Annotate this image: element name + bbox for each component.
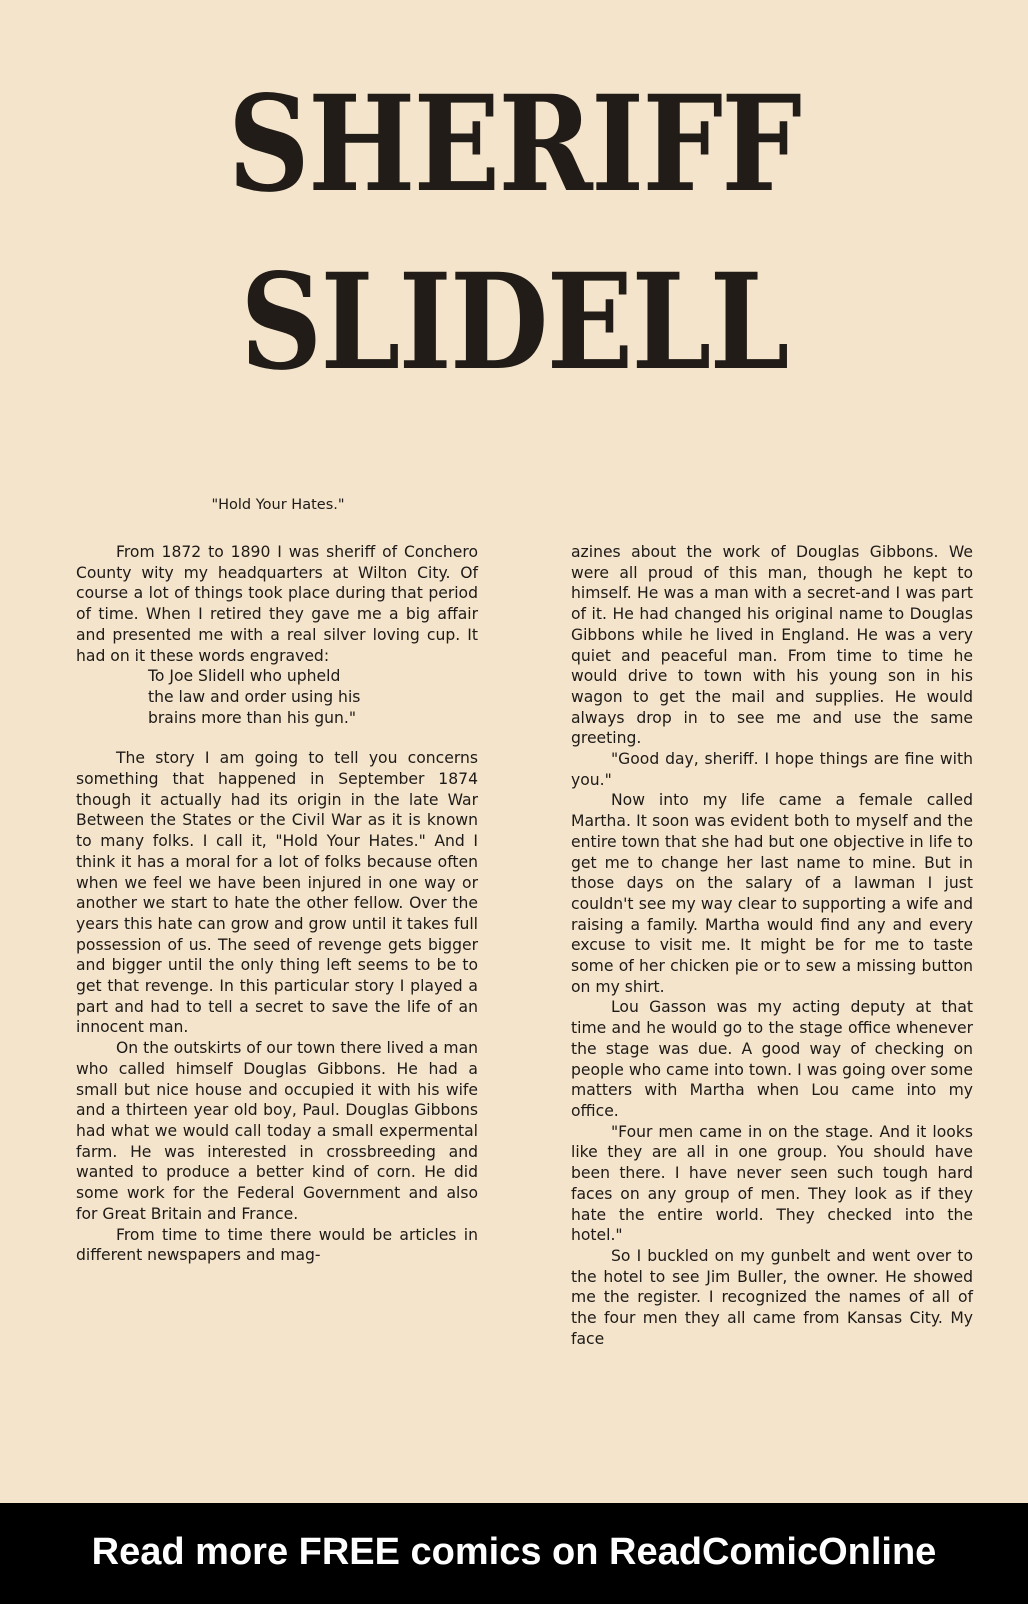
paragraph: From time to time there would be articles in different newspapers and mag-	[76, 1225, 478, 1265]
title-line-2: SLIDELL	[240, 245, 788, 400]
inscription-line: brains more than his gun."	[148, 708, 356, 727]
paragraph: azines about the work of Douglas Gibbons. We were all proud of this man, though he kept to himself. He was a man with a secret-and I was part of it. He had changed his original name to Douglas Gibbons while he lived in England. He was a very quiet and peaceful man. From time to time he would drive to town with his young son in his wagon to get the mail and supplies. He would always drop in to see me and use the same greeting.	[571, 543, 973, 748]
story-subtitle: "Hold Your Hates."	[211, 497, 345, 513]
left-column	[76, 542, 478, 1266]
paragraph: So I buckled on my gunbelt and went over to the hotel to see Jim Buller, the owner. He showed me the register. I recognized the names of all of the four men they all came from Kansas City. My face	[571, 1246, 973, 1348]
footer-link-text[interactable]: Read more FREE comics on ReadComicOnline	[91, 1531, 937, 1573]
cup-inscription	[76, 666, 478, 728]
title-line-1: SHERIFF	[227, 67, 801, 222]
paragraph: The story I am going to tell you concerns something that happened in September 1874 though it actually had its origin in the late War Between the States or the Civil War as it is known to many folks. I call it, "Hold Your Hates." And I think it has a moral for a lot of folks because often when we feel we have been injured in one way or another we start to hate the other fellow. Over the years this hate can grow and grow until it takes full possession of us. The seed of revenge gets bigger and bigger until the only thing left seems to be to get that revenge. In this particular story I played a part and had to tell a secret to save the life of an innocent man.	[76, 749, 478, 1037]
paragraph: "Good day, sheriff. I hope things are fine with you."	[571, 750, 973, 789]
right-column	[571, 542, 973, 1349]
inscription-line: To Joe Slidell who upheld	[148, 667, 341, 686]
footer-banner[interactable]	[0, 1503, 1028, 1604]
paragraph: Lou Gasson was my acting deputy at that time and he would go to the stage office whenever the stage was due. A good way of checking on people who came into town. I was going over some matters with Martha when Lou came into my office.	[571, 998, 973, 1120]
paragraph: Now into my life came a female called Martha. It soon was evident both to myself and the entire town that she had but one objective in life to get me to change her last name to mine. But in those days on the salary of a lawman I just couldn't see my way clear to supporting a wife and raising a family. Martha would find any and every excuse to visit me. It might be for me to taste some of her chicken pie or to sew a missing button on my shirt.	[571, 791, 973, 996]
paragraph: "Four men came in on the stage. And it looks like they are all in one group. You should have been there. I have never seen such tough hard faces on any group of men. They look as if they hate the entire world. They checked into the hotel."	[571, 1122, 973, 1245]
paragraph: On the outskirts of our town there lived a man who called himself Douglas Gibbons. He had a small but nice house and occupied it with his wife and a thirteen year old boy, Paul. Douglas Gibbons had what we would call today a small expermental farm. He was interested in crossbreeding and wanted to produce a better kind of corn. He did some work for the Federal Government and also for Great Britain and France.	[76, 1039, 479, 1223]
paragraph: From 1872 to 1890 I was sheriff of Conchero County wity my headquarters at Wilton City. Of course a lot of things took place during that period of time. When I retired they gave me a big affair and presented me with a real silver loving cup. It had on it these words engraved:	[76, 543, 478, 665]
inscription-line: the law and order using his	[148, 687, 361, 706]
